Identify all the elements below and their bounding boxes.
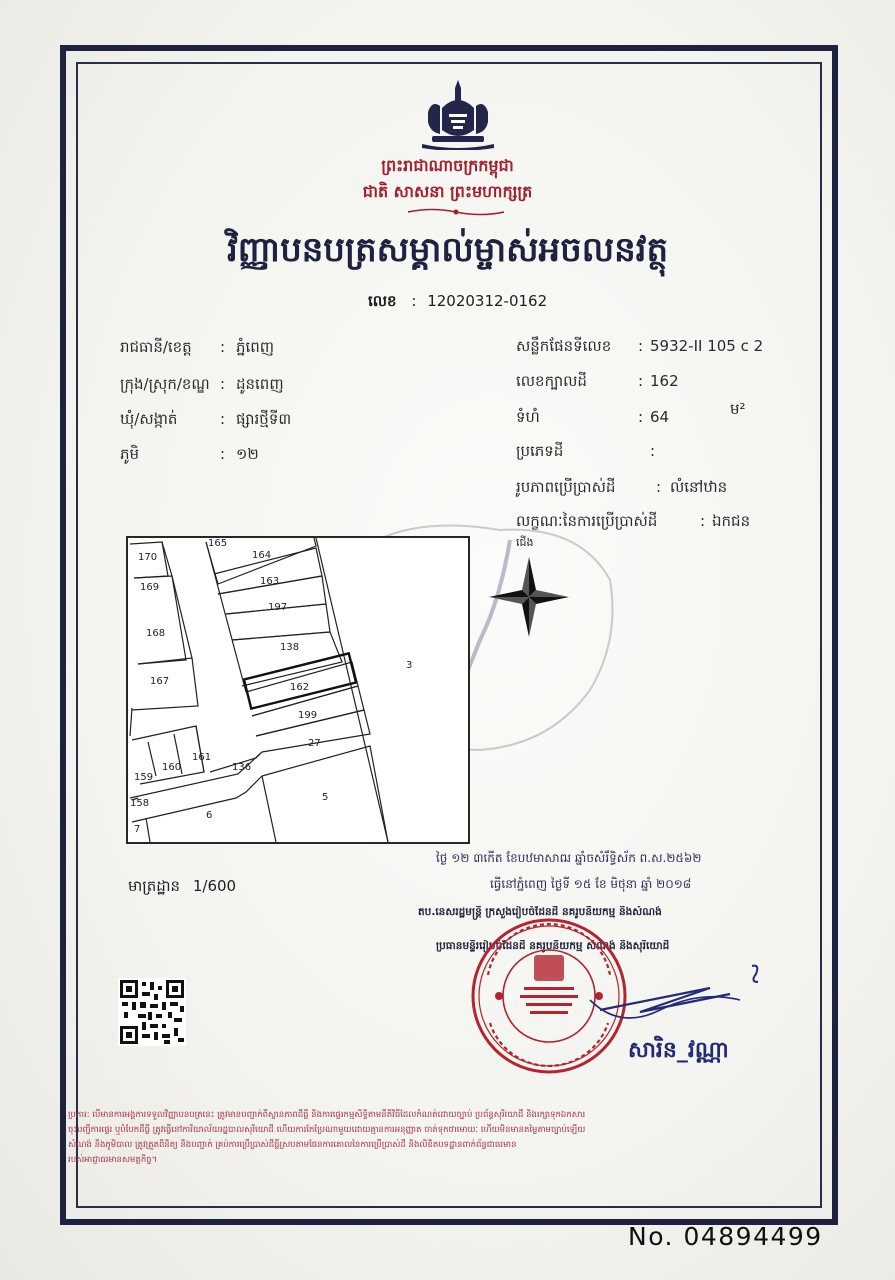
parcel-labels <box>126 536 470 844</box>
map-sheet-label: សន្លឹកផែនទីលេខ <box>516 337 612 355</box>
parcel-label: 6 <box>206 810 213 821</box>
legal-notice <box>68 1108 828 1168</box>
ornament-divider <box>408 207 504 217</box>
parcel-label: 136 <box>232 762 252 773</box>
scale <box>128 877 236 899</box>
scale-label: មាត្រដ្ឋាន <box>128 877 181 895</box>
parcel-label: 27 <box>308 738 321 749</box>
province-value: ភ្នំពេញ <box>236 338 275 356</box>
serial-number: No. 04894499 <box>628 1222 823 1251</box>
area-value: 64 <box>650 408 670 426</box>
number-label: លេខ <box>368 292 397 310</box>
area-label: ទំហំ <box>516 408 540 426</box>
certificate-title: វិញ្ញាបនបត្រសម្គាល់ម្ចាស់អចលនវត្ថុ <box>226 230 669 270</box>
scale-value: 1/600 <box>192 877 237 895</box>
notice-line: ប្រការ: បើមានការអង្គការទទួលវិញ្ញាបនបត្រនេះ ត្រូវមានបញ្ជាក់ពីស្ថានភាពដីធ្លី និងការផ្ទេរកម្មសិទ្ធិតាមនីតិវិធីដែលកំណត់ដោយច្បាប់ ប្រព័ន្ធសុរិយោដី និងរក្សាទុកឯកសារ <box>68 1110 586 1120</box>
province-label: រាជធានី/ខេត្ត <box>120 338 192 356</box>
land-type-label: ប្រភេទដី <box>516 442 564 460</box>
land-use-type-label: លក្ខណៈនៃការប្រើប្រាស់ដី <box>516 512 658 530</box>
map-sheet-value: 5932-II 105 c 2 <box>650 337 764 355</box>
parcel-label: 199 <box>298 710 318 721</box>
district-label: ក្រុង/ស្រុក/ខណ្ឌ <box>120 375 210 393</box>
parcel-label: 170 <box>138 552 158 563</box>
authority-line-1: តប.នេសរដ្ឋមន្ត្រី ក្រសួងរៀបចំដែនដី នគរូបនីយកម្ម និងសំណង់ <box>418 906 662 918</box>
notice-line: របស់អាជ្ញាធរមានសមត្ថកិច្ច។ <box>68 1155 158 1165</box>
land-use-value: លំនៅឋាន <box>670 478 728 496</box>
notice-line: សំណង់ និងភូមិបាល ត្រូវត្រួតពិនិត្យ និងបញ្ជាក់ គ្រប់ការប្រើប្រាស់ដីធ្លីស្របតាមផែនការគោលនៃការប្រើប្រាស់ដី និងលិខិតបទដ្ឋានពាក់ព័ន្ធជាធរមាន <box>68 1140 517 1150</box>
land-use-type-value: ឯកជន <box>712 512 751 530</box>
commune-value: ផ្សារថ្មីទី៣ <box>236 410 292 428</box>
north-arrow-icon <box>484 552 574 642</box>
parcel-label: 5 <box>322 792 329 803</box>
commune-label: ឃុំ/សង្កាត់ <box>120 410 178 428</box>
signer-name: សារិន_វណ្ណា <box>628 1038 729 1063</box>
lunar-date: ថ្ងៃ ១២ ៣កើត ខែបឋមាសាឍ ឆ្នាំចសំរឹទ្ធិស័ក ព.ស.២៥៦២ <box>436 851 702 865</box>
parcel-label: 197 <box>268 602 288 613</box>
parcel-label: 160 <box>162 762 182 773</box>
royal-coat-of-arms-icon <box>418 78 498 150</box>
district-value: ដូនពេញ <box>236 375 284 393</box>
parcel-label: 167 <box>150 676 170 687</box>
parcel-label: 159 <box>134 772 154 783</box>
parcel-label: 169 <box>140 582 160 593</box>
parcel-label: 163 <box>260 576 280 587</box>
north-label: ជើង <box>516 536 534 549</box>
parcel-label: 7 <box>134 824 141 835</box>
village-value: ១២ <box>236 445 259 463</box>
kingdom-heading: ព្រះរាជាណាចក្រកម្ពុជា <box>381 156 514 175</box>
parcel-label: 164 <box>252 550 272 561</box>
parcel-label: 165 <box>208 538 228 549</box>
notice-line: ចុះបញ្ជីការផ្ទេរ ឬបំបែកដីធ្លី ត្រូវធ្វើនៅការិយាល័យរដ្ឋបាលសុរិយោដី ហើយការកែប្រែណាមួយដោយគ្មានការអនុញ្ញាត ចាត់ទុកថាមោឃៈ ហើយមិនមានតម្លៃតាមច្បាប់ឡើយ <box>68 1125 586 1135</box>
parcel-number-label: លេខក្បាលដី <box>516 372 587 390</box>
parcel-label: 162 <box>290 682 310 693</box>
parcel-number-value: 162 <box>650 372 679 390</box>
land-use-label: រូបភាពប្រើប្រាស់ដី <box>516 478 616 496</box>
area-unit: ម² <box>730 400 746 418</box>
parcel-label: 158 <box>130 798 150 809</box>
solar-date: ធ្វើនៅភ្នំពេញ ថ្ងៃទី ១៥ ខែ មិថុនា ឆ្នាំ ២០១៨ <box>490 877 692 891</box>
number-value: 12020312-0162 <box>427 292 548 310</box>
certificate-number: លេខ : 12020312-0162 <box>368 292 548 310</box>
motto-heading: ជាតិ សាសនា ព្រះមហាក្សត្រ <box>362 182 533 201</box>
parcel-label: 3 <box>406 660 413 671</box>
authority-line-2: ប្រធានមន្ទីររៀបចំដែនដី នគរូបនីយកម្ម សំណង់ និងសុរិយោដី <box>436 940 670 952</box>
parcel-label: 168 <box>146 628 166 639</box>
qr-code-icon <box>118 978 186 1046</box>
parcel-label: 161 <box>192 752 212 763</box>
parcel-label: 138 <box>280 642 300 653</box>
village-label: ភូមិ <box>120 445 140 463</box>
